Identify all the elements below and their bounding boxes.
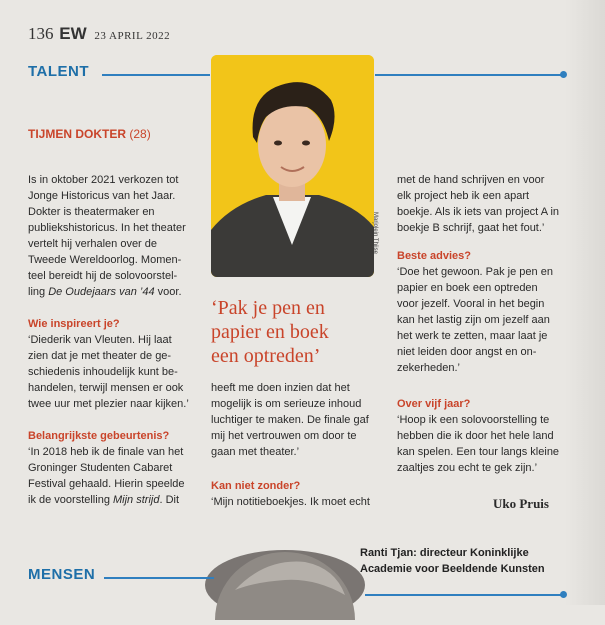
text-line: papier en boek een optreden (397, 282, 538, 294)
page-header (28, 24, 170, 44)
text-line: ‘Mijn notitieboekjes. Ik moet echt (211, 496, 370, 508)
show-title: Mijn strijd (113, 494, 160, 506)
text-line: Tweede Wereldoorlog. Momen- (28, 254, 182, 266)
question-advice: Beste advies? (397, 250, 471, 262)
text-line: boekje B schrijf, gaat het fout.’ (397, 222, 545, 234)
next-section-photo (205, 550, 365, 620)
section-title: TALENT (28, 63, 90, 80)
text-span: ik de voorstelling (28, 494, 113, 506)
text-line: Groninger Studenten Cabaret (28, 462, 173, 474)
text-line: het werk te zetten, maar laat je (397, 330, 548, 342)
text-line: teel bereidt hij de solovoorstel- (28, 270, 178, 282)
teaser-line: Ranti Tjan: directeur Koninklijke (360, 547, 529, 559)
text-line: handelen, terwijl mensen er ook (28, 382, 184, 394)
quote-line: ‘Pak je pen en (211, 297, 325, 319)
intro-text (28, 172, 208, 300)
text-line: kan het lastig zijn om jezelf aan (397, 314, 550, 326)
text-line: boekje. Als ik iets van project A in (397, 206, 560, 218)
text-line: zekerheden.’ (397, 362, 460, 374)
magazine-logo: EW (59, 24, 87, 43)
text-line: voor jezelf. Vooral in het begin (397, 298, 545, 310)
text-line: luchtiger te maken. De finale gaf (211, 414, 369, 426)
text-line: zaaltjes zou echt te gek zijn.’ (397, 462, 538, 474)
middle-text (211, 380, 391, 460)
text-line: ‘In 2018 heb ik de finale van het (28, 446, 184, 458)
text-line: hebben die ik door het hele land (397, 430, 554, 442)
next-section-title: MENSEN (28, 566, 96, 583)
text-line: Is in oktober 2021 verkozen tot (28, 174, 179, 186)
text-line: publiekshistoricus. In het theater (28, 222, 186, 234)
next-section-illustration (205, 550, 365, 620)
author-name: Uko Pruis (493, 496, 549, 511)
text-line: heeft me doen inzien dat het (211, 382, 350, 394)
answer-event (28, 444, 213, 508)
text-line: twee uur met plezier naar kijken.’ (28, 398, 189, 410)
text-line: vertelt hij verhalen over de (28, 238, 158, 250)
question-cannot-without: Kan niet zonder? (211, 480, 301, 492)
text-line: zien dat je met theater de ge- (28, 350, 172, 362)
profile-name-text: TIJMEN DOKTER (28, 127, 127, 141)
show-title: De Oudejaars van ’44 (48, 286, 155, 298)
text-line: Festival gehaald. Hierin speelde (28, 478, 185, 490)
text-line: schiedenis inhoudelijk kunt be- (28, 366, 178, 378)
text-span: voor. (154, 286, 182, 298)
text-line: gaan met theater.’ (211, 446, 300, 458)
section-rule-left (102, 74, 210, 76)
question-inspiration: Wie inspireert je? (28, 318, 120, 330)
portrait-photo (211, 55, 374, 277)
question-future: Over vijf jaar? (397, 398, 471, 410)
text-span: . Dit (159, 494, 180, 506)
text-span: ling (28, 286, 49, 298)
pull-quote (211, 296, 386, 368)
answer-future (397, 412, 582, 476)
page-number: 136 (28, 24, 54, 43)
profile-name (28, 127, 151, 141)
answer-advice (397, 264, 582, 376)
text-line: mogelijk is om serieuze inhoud (211, 398, 362, 410)
text-line: elk project heb ik een apart (397, 190, 530, 202)
text-line (28, 492, 213, 508)
answer-cannot-without (211, 494, 396, 510)
page-edge-shadow (565, 0, 605, 605)
text-line: ‘Diederik van Vleuten. Hij laat (28, 334, 172, 346)
question-event: Belangrijkste gebeurtenis? (28, 430, 170, 442)
quote-line: papier en boek (211, 321, 329, 343)
text-line (28, 284, 208, 300)
next-section-rule-left (104, 577, 214, 579)
text-line: Jonge Historicus van het Jaar. (28, 190, 176, 202)
text-line: mij het vertrouwen om door te (211, 430, 357, 442)
quote-line: een optreden’ (211, 345, 321, 367)
text-line: ‘Doe het gewoon. Pak je pen en (397, 266, 553, 278)
issue-date: 23 APRIL 2022 (94, 30, 171, 42)
profile-age: (28) (129, 127, 151, 141)
photo-credit: Marjolein Thijse (372, 212, 378, 254)
text-line: ‘Hoop ik een solovoorstelling te (397, 414, 550, 426)
next-section-rule-right (365, 594, 565, 596)
next-section-teaser (360, 545, 545, 577)
text-line: niet leiden door angst en on- (397, 346, 537, 358)
text-line: met de hand schrijven en voor (397, 174, 545, 186)
text-line: Dokter is theatermaker en (28, 206, 155, 218)
answer-inspiration (28, 332, 213, 412)
teaser-line: Academie voor Beeldende Kunsten (360, 563, 545, 575)
right-text (397, 172, 577, 236)
section-rule-right (375, 74, 563, 76)
portrait-illustration (211, 55, 374, 277)
text-line: kan spelen. Een tour langs kleine (397, 446, 560, 458)
